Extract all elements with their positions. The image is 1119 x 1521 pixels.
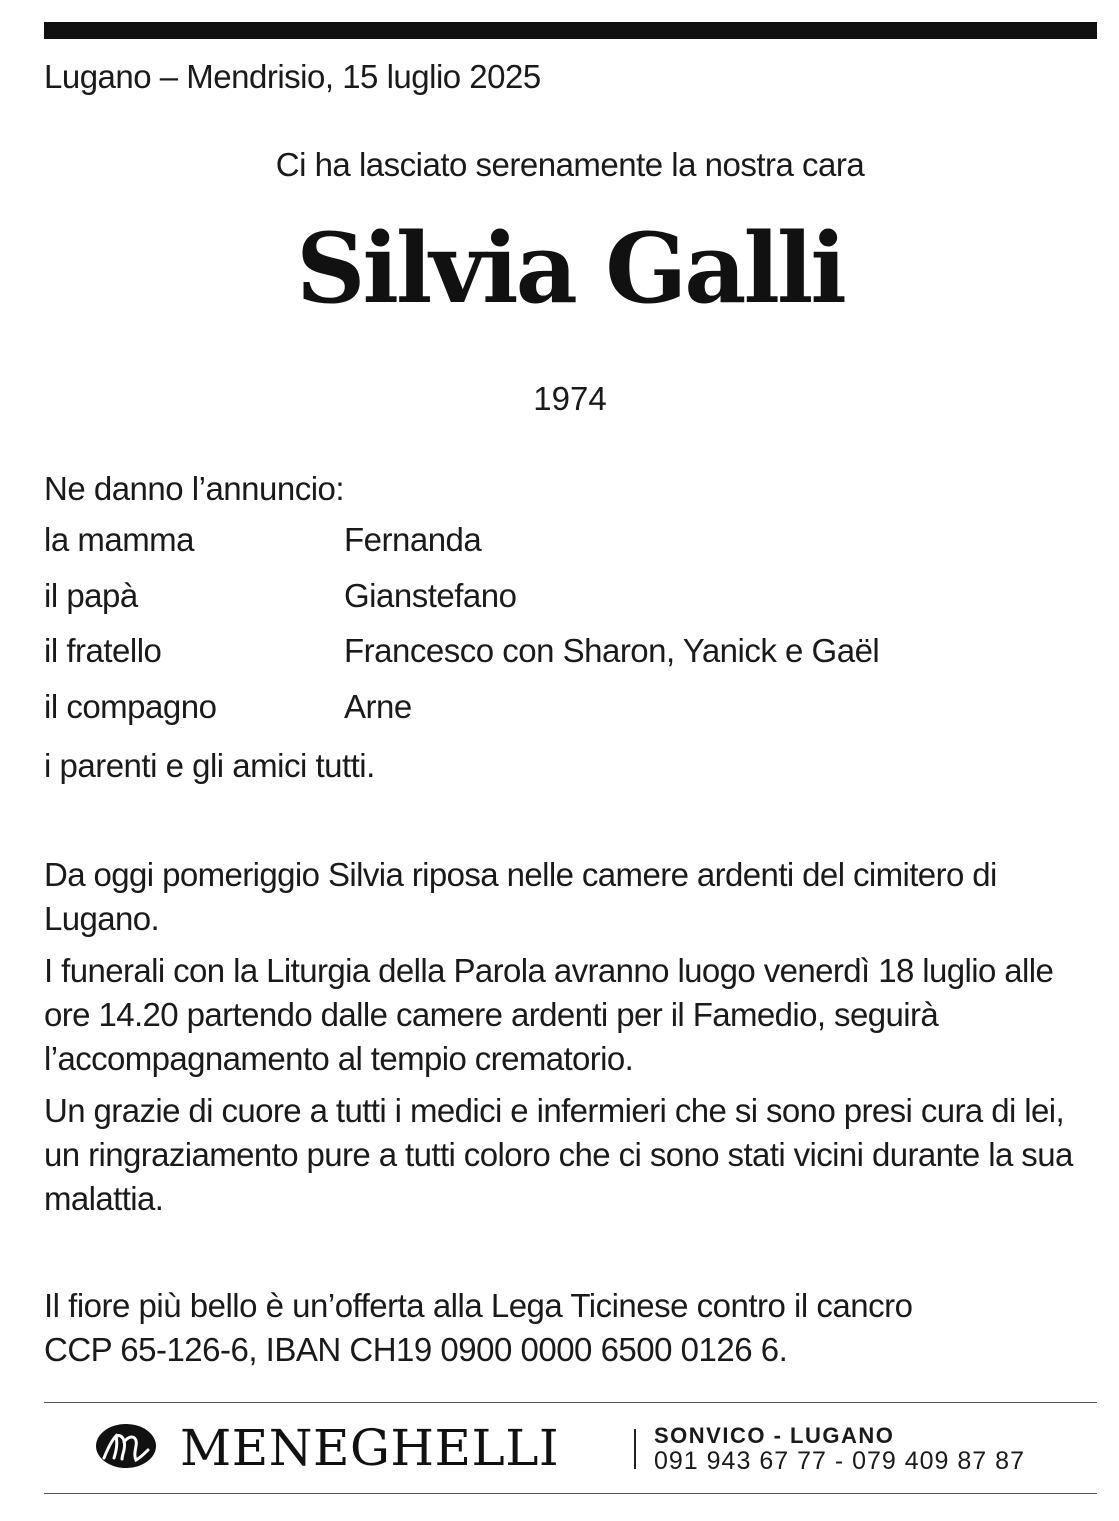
funeral-home-footer <box>0 1403 1119 1493</box>
body-paragraph: Un grazie di cuore a tutti i medici e infermieri che si sono presi cura di lei, un ringraziamento pure a tutti coloro che ci sono stati vicini durante la sua malattia. <box>44 1092 1073 1217</box>
family-member-name: Gianstefano <box>344 576 517 614</box>
birth-year: 1974 <box>533 380 607 417</box>
family-member-name: Arne <box>344 687 412 725</box>
funeral-home-phones: 091 943 67 77 - 079 409 87 87 <box>654 1447 1025 1475</box>
deceased-name: Silvia Galli <box>296 212 844 325</box>
funeral-home-brand: MENEGHELLI <box>180 1419 560 1477</box>
announcement-title: Ne danno l’annuncio: <box>44 470 345 507</box>
family-relation: il compagno <box>44 687 217 725</box>
funeral-home-location: SONVICO - LUGANO <box>654 1423 895 1448</box>
top-rule <box>44 22 1097 39</box>
body-paragraph: I funerali con la Liturgia della Parola avranno luogo venerdì 18 luglio alle ore 14.20 partendo dalle camere ardenti per il Famedio, seguirà l’accompagnamento al tempio crematorio. <box>44 952 1054 1077</box>
meneghelli-monogram-icon <box>94 1422 158 1475</box>
notice-body <box>44 853 1074 1229</box>
family-list <box>44 521 879 743</box>
family-member-name: Fernanda <box>344 521 482 558</box>
family-member-name: Francesco con Sharon, Yanick e Gaël <box>344 632 880 669</box>
family-relation: il fratello <box>44 632 162 669</box>
intro-text: Ci ha lasciato serenamente la nostra cara <box>275 146 865 183</box>
body-paragraph: Da oggi pomeriggio Silvia riposa nelle camere ardenti del cimitero di Lugano. <box>44 856 997 937</box>
family-relation: la mamma <box>44 521 195 558</box>
family-row <box>44 577 879 633</box>
announcement-closing: i parenti e gli amici tutti. <box>44 747 375 784</box>
place-date: Lugano – Mendrisio, 15 luglio 2025 <box>44 58 541 95</box>
family-relation: il papà <box>44 576 138 614</box>
donation-bank-details: CCP 65-126-6, IBAN CH19 0900 0000 6500 0126 6. <box>44 1331 788 1368</box>
donation-line: Il fiore più bello è un’offerta alla Lega Ticinese contro il cancro <box>44 1287 913 1324</box>
donation-note <box>44 1284 1084 1372</box>
family-row <box>44 688 879 744</box>
footer-divider <box>634 1429 636 1469</box>
family-row <box>44 521 879 577</box>
family-row <box>44 632 879 688</box>
footer-bottom-rule <box>44 1493 1097 1494</box>
